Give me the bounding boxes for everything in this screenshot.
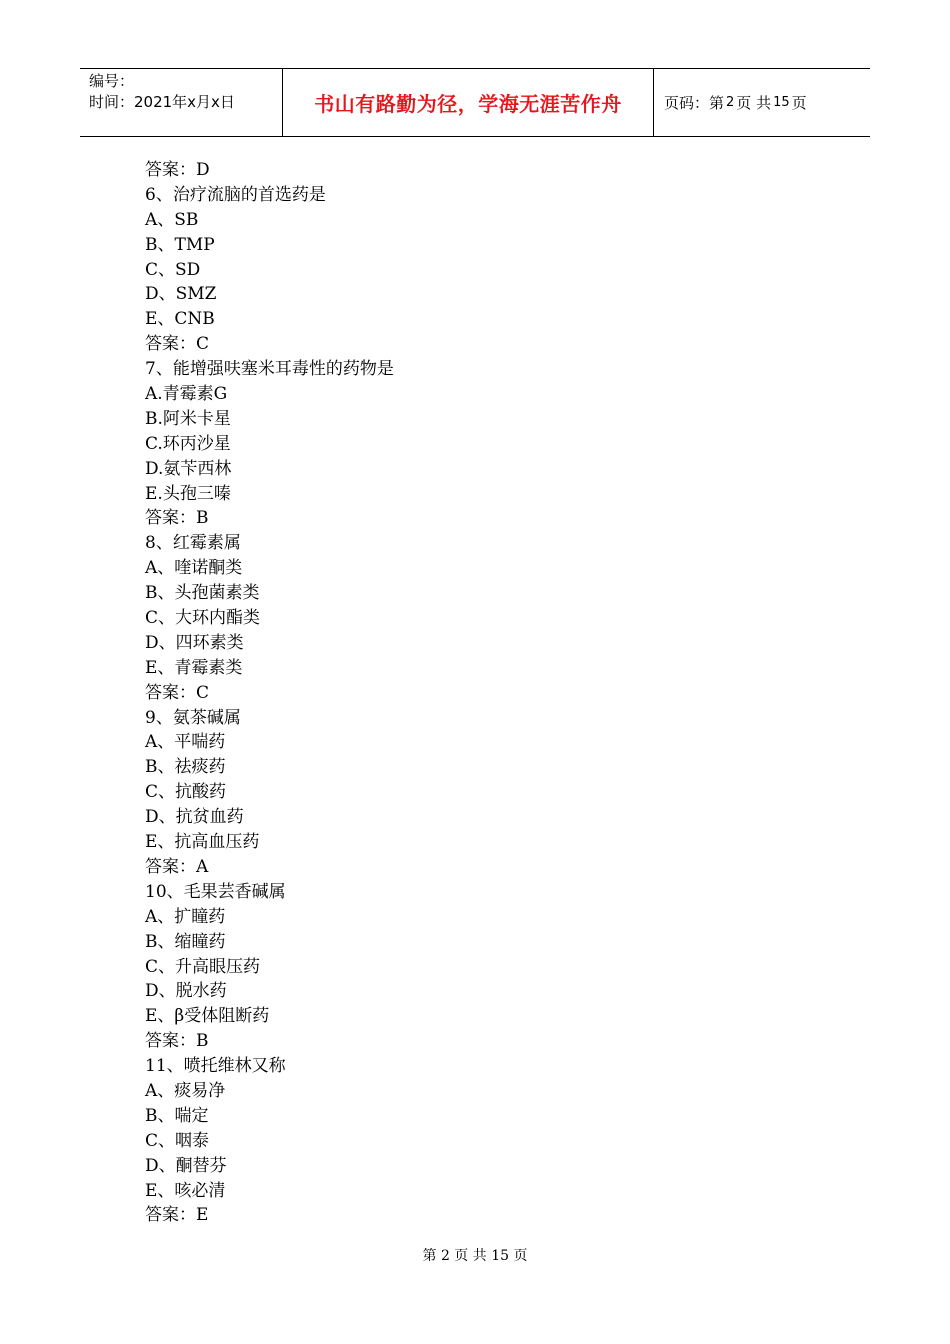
header-motto: 书山有路勤为径，学海无涯苦作舟 <box>282 69 654 136</box>
page-mid: 页 共 <box>736 94 772 112</box>
text-line: D、抗贫血药 <box>145 807 244 828</box>
text-line: C.环丙沙星 <box>145 433 231 454</box>
text-line: E、咳必清 <box>145 1180 226 1201</box>
text-line: 答案：C <box>145 682 210 703</box>
document-body <box>145 158 394 1228</box>
text-line: A、扩瞳药 <box>145 906 226 927</box>
text-line: 答案：E <box>145 1205 209 1226</box>
text-line: E、抗高血压药 <box>145 832 260 853</box>
text-line: 8、红霉素属 <box>145 533 241 554</box>
text-line: C、SD <box>145 259 201 280</box>
text-line: A.青霉素G <box>145 384 228 405</box>
text-line: 9、氨茶碱属 <box>145 707 241 728</box>
text-line: A、SB <box>145 209 199 230</box>
text-line: 7、能增强呋塞米耳毒性的药物是 <box>145 359 394 380</box>
text-line: B、缩瞳药 <box>145 931 226 952</box>
text-line: 10、毛果芸香碱属 <box>145 881 286 902</box>
text-line: 答案：B <box>145 508 209 529</box>
text-line: D、SMZ <box>145 284 217 305</box>
page-header <box>80 68 870 137</box>
text-line: E、β受体阻断药 <box>145 1006 270 1027</box>
text-line: 答案：A <box>145 856 209 877</box>
text-line: 11、喷托维林又称 <box>145 1056 286 1077</box>
text-line: C、抗酸药 <box>145 782 227 803</box>
text-line: B.阿米卡星 <box>145 408 231 429</box>
text-line: C、升高眼压药 <box>145 956 261 977</box>
text-line: B、喘定 <box>145 1105 209 1126</box>
text-line: A、平喘药 <box>145 732 226 753</box>
page-suffix: 页 <box>791 94 807 112</box>
page-total: 15 <box>773 95 790 110</box>
text-line: D、脱水药 <box>145 981 227 1002</box>
number-label: 编号： <box>89 72 135 90</box>
date-label: 时间：2021年x月x日 <box>89 93 235 111</box>
page-footer: 第 2 页 共 15 页 <box>422 1248 528 1264</box>
text-line: D、四环素类 <box>145 632 244 653</box>
text-line: C、咽泰 <box>145 1130 210 1151</box>
text-line: B、祛痰药 <box>145 757 226 778</box>
text-line: E、CNB <box>145 309 215 330</box>
header-page-info <box>654 69 870 136</box>
text-line: C、大环内酯类 <box>145 608 261 629</box>
header-meta <box>80 69 282 136</box>
text-line: 答案：B <box>145 1031 209 1052</box>
text-line: A、喹诺酮类 <box>145 558 243 579</box>
text-line: 6、治疗流脑的首选药是 <box>145 184 326 205</box>
page-prefix: 页码：第 <box>664 94 725 112</box>
text-line: A、痰易净 <box>145 1080 226 1101</box>
text-line: D.氨苄西林 <box>145 458 232 479</box>
text-line: 答案：C <box>145 334 210 355</box>
text-line: E、青霉素类 <box>145 657 243 678</box>
text-line: D、酮替芬 <box>145 1155 227 1176</box>
page-current: 2 <box>726 95 735 110</box>
text-line: B、TMP <box>145 234 215 255</box>
text-line: B、头孢菌素类 <box>145 583 260 604</box>
text-line: 答案：D <box>145 160 210 180</box>
text-line: E.头孢三嗪 <box>145 483 231 504</box>
